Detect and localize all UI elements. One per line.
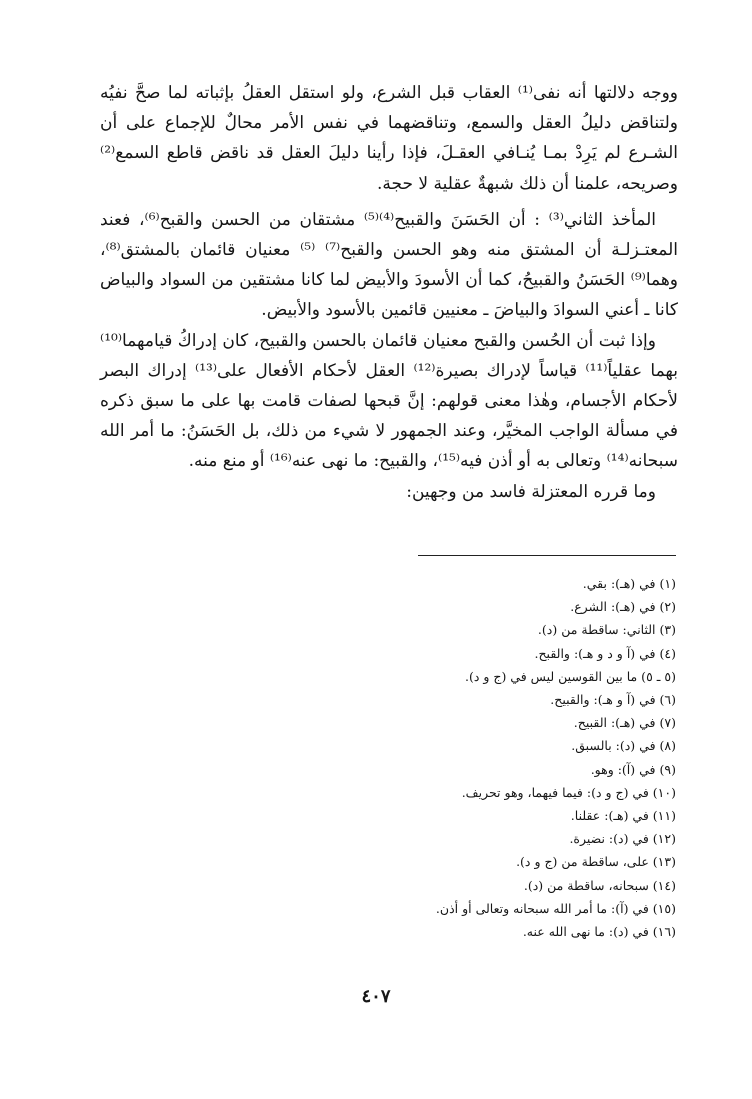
footnote: (١٥) في (آ): ما أمر الله سبحانه وتعالى أو أذن. — [435, 900, 676, 916]
paragraph-3: وإذا ثبت أن الحُسن والقبح معنيان قائمان بالحسن والقبيح، كان إدراكُ قيامهما⁽¹⁰⁾ بهما عقلياً⁽¹¹⁾ قياساً لإدراك بصيرة⁽¹²⁾ العقل لأحكام الأفعال على⁽¹³⁾ إدراك البصر لأحكام الأجسام، وهٰذا معنى قولهم: إنَّ قبحها لصفات قامت بها على ما سبق ذكره في مسألة الواجب المخيَّر، وعند الجمهور لا شيء من ذلك، بل الحَسَنُ: ما أمر الله سبحانه⁽¹⁴⁾ وتعالى به أو أذن فيه⁽¹⁵⁾، والقبيح: ما نهى عنه⁽¹⁶⁾ أو منع منه. — [100, 330, 678, 472]
footnote: (٣) الثاني: ساقطة من (د). — [537, 622, 676, 638]
footnote: (٢) في (هـ): الشرع. — [570, 599, 676, 615]
paragraph-1: ووجه دلالتها أنه نفى⁽¹⁾ العقاب قبل الشرع، ولو استقل العقلُ بإثباته لما صحَّ نفيُه ولتناقض دليلُ العقل والسمع، وتناقضهما في نفس الأمر محالٌ للإجماع على أن الشـرع لم يَرِدْ بمـا يُنـافي العقـلَ، فإذا رأينا دليلَ العقل قد ناقض قاطع السمع⁽²⁾ وصريحه، علمنا أن ذلك شبهةٌ عقلية لا حجة. — [100, 83, 678, 194]
footnote: (٤) في (آ و د و هـ): والقبح. — [534, 645, 676, 661]
footnote: (٧) في (هـ): القبيح. — [573, 715, 676, 731]
footnote: (٥ ـ ٥) ما بين القوسين ليس في (ج و د). — [464, 668, 676, 684]
footnote: (٩) في (آ): وهو. — [590, 761, 676, 777]
footnote: (١) في (هـ): بقي. — [582, 576, 676, 591]
footnote: (١٣) على، ساقطة من (ج و د). — [516, 854, 676, 870]
paragraph-4: وما قرره المعتزلة فاسد من وجهين: — [406, 481, 656, 502]
footnote: (١٢) في (د): نضيرة. — [569, 831, 676, 847]
footnote: (١٤) سبحانه، ساقطة من (د). — [523, 877, 676, 893]
footnote: (٨) في (د): بالسبق. — [571, 738, 676, 754]
footnote: (١٠) في (ج و د): فيما فيهما، وهو تحريف. — [461, 784, 676, 800]
footnote: (٦) في (آ و هـ): والقبيح. — [550, 692, 676, 708]
footnotes — [300, 572, 676, 943]
main-text — [100, 78, 678, 507]
footnote: (١٦) في (د): ما نهى الله عنه. — [522, 924, 676, 940]
footnote: (١١) في (هـ): عقلنا. — [570, 808, 676, 824]
page-number: ٤٠٧ — [361, 986, 391, 1007]
footnote-divider — [418, 555, 676, 556]
paragraph-2: المأخذ الثاني⁽³⁾ : أن الحَسَنَ والقبيح⁽⁴⁾⁽⁵⁾ مشتقان من الحسن والقبح⁽⁶⁾، فعند المعتـزلـة أن المشتق منه وهو الحسن والقبح⁽⁷⁾ ⁽⁵⁾ معنيان قائمان بالمشتق⁽⁸⁾، وهما⁽⁹⁾ الحَسَنُ والقبيحُ، كما أن الأسودَ والأبيض لما كانا مشتقين من السواد والبياض كانا ـ أعني السوادَ والبياضَ ـ معنيين قائمين بالأسود والأبيض. — [100, 209, 678, 321]
